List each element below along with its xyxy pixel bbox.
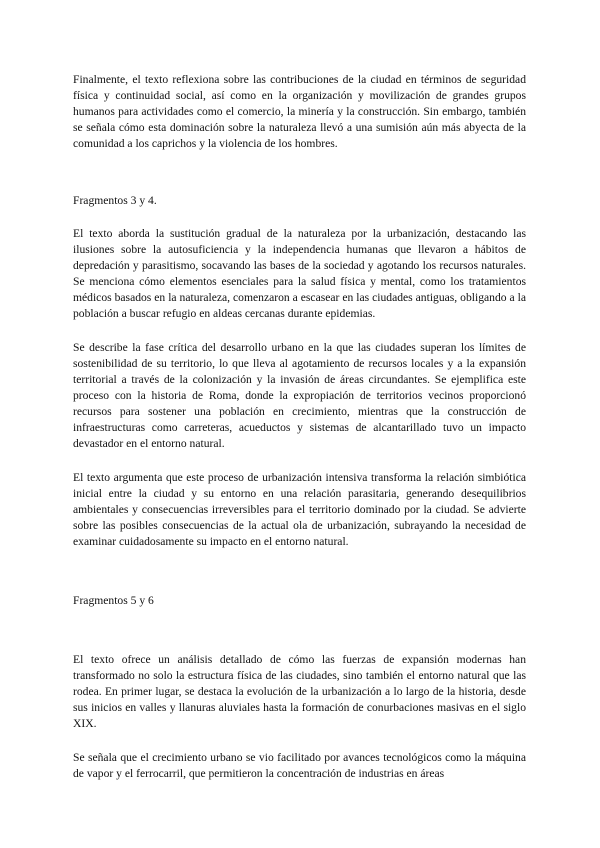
document-page bbox=[73, 72, 526, 782]
spacer bbox=[73, 209, 526, 226]
intro-paragraph: Finalmente, el texto reflexiona sobre las contribuciones de la ciudad en términos de seguridad física y continuidad social, así como en la organización y movilización de grandes grupos humanos para actividades como el comercio, la minería y la construcción. Sin embargo, también se señala cómo esta dominación sobre la naturaleza llevó a una sumisión aún más abyecta de la comunidad a los caprichos y la violencia de los hombres. bbox=[73, 73, 526, 150]
spacer bbox=[73, 609, 526, 652]
section-2-paragraph-1: El texto ofrece un análisis detallado de cómo las fuerzas de expansión modernas han transformado no solo la estructura física de las ciudades, sino también el entorno natural que las rodea. En primer lugar, se destaca la evolución de la urbanización a lo largo de la historia, desde sus inicios en valles y llanuras aluviales hasta la formación de conurbaciones masivas en el siglo XIX. bbox=[73, 653, 526, 730]
spacer bbox=[73, 152, 526, 193]
section-1-paragraph-3: El texto argumenta que este proceso de urbanización intensiva transforma la relación simbiótica inicial entre la ciudad y su entorno en una relación parasitaria, generando desequilibrios ambientales y consecuencias irreversibles para el territorio dominado por la ciudad. Se advierte sobre las posibles consecuencias de la actual ola de urbanización, subrayando la necesidad de examinar cuidadosamente su impacto en el entorno natural. bbox=[73, 471, 526, 548]
section-1-paragraph-2: Se describe la fase crítica del desarrollo urbano en la que las ciudades superan los límites de sostenibilidad de su territorio, lo que lleva al agotamiento de recursos locales y a la expansión territorial a través de la colonización y la invasión de áreas circundantes. Se ejemplifica este proceso con la historia de Roma, donde la expropiación de territorios vecinos proporcionó recursos para sostener una población en crecimiento, mientras que la construcción de infraestructuras como carreteras, acueductos y sistemas de alcantarillado tuvo un impacto devastador en el entorno natural. bbox=[73, 341, 526, 450]
section-heading-fragments-5-6: Fragmentos 5 y 6 bbox=[73, 594, 154, 607]
spacer bbox=[73, 452, 526, 470]
spacer bbox=[73, 550, 526, 593]
spacer bbox=[73, 732, 526, 750]
spacer bbox=[73, 322, 526, 340]
section-heading-fragments-3-4: Fragmentos 3 y 4. bbox=[73, 194, 157, 207]
section-1-paragraph-1: El texto aborda la sustitución gradual de la naturaleza por la urbanización, destacando las ilusiones sobre la autosuficiencia y la independencia humanas que llevaron a hábitos de depredación y parasitismo, socavando las bases de la sociedad y agotando los recursos naturales. Se menciona cómo elementos esenciales para la salud física y mental, como los tratamientos médicos basados en la naturaleza, comenzaron a escasear en las ciudades antiguas, obligando a la población a buscar refugio en aldeas cercanas durante epidemias. bbox=[73, 227, 526, 320]
section-2-paragraph-2: Se señala que el crecimiento urbano se vio facilitado por avances tecnológicos como la máquina de vapor y el ferrocarril, que permitieron la concentración de industrias en áreas bbox=[73, 751, 526, 780]
